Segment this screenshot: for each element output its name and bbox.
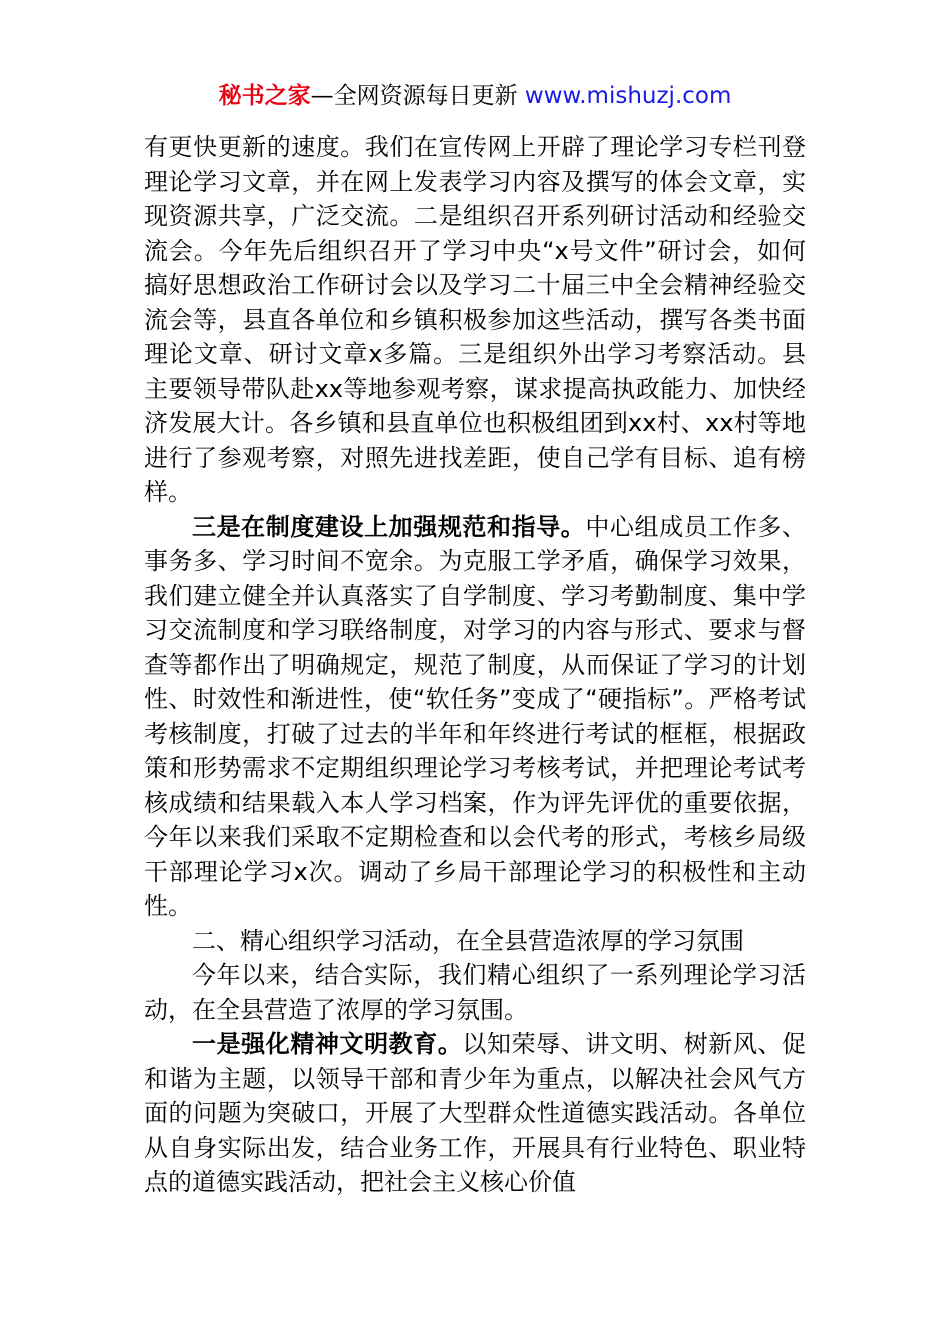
document-body: [144, 130, 806, 1200]
header-tagline: —全网资源每日更新: [310, 83, 525, 109]
paragraph-text: 二、精心组织学习活动，在全县营造浓厚的学习氛围: [192, 926, 744, 955]
paragraph-text: 有更快更新的速度。我们在宣传网上开辟了理论学习专栏刊登理论学习文章，并在网上发表学习内容及撰写的体会文章，实现资源共享，广泛交流。二是组织召开系列研讨活动和经验交流会。今年先后组织召开了学习中央“x号文件”研讨会，如何搞好思想政治工作研讨会以及学习二十届三中全会精神经验交流会等，县直各单位和乡镇积极参加这些活动，撰写各类书面理论文章、研讨文章x多篇。三是组织外出学习考察活动。县主要领导带队赴xx等地参观考察，谋求提高执政能力、加快经济发展大计。各乡镇和县直单位也积极组团到xx村、xx村等地进行了参观考察，对照先进找差距，使自己学有目标、追有榜样。: [144, 133, 806, 506]
site-header: [0, 80, 950, 112]
paragraph-4: [144, 958, 806, 1027]
section-heading: [144, 924, 806, 959]
paragraph-text: 中心组成员工作多、事务多、学习时间不宽余。为克服工学矛盾，确保学习效果，我们建立健全并认真落实了自学制度、学习考勤制度、集中学习交流制度和学习联络制度，对学习的内容与形式、要求与督查等都作出了明确规定，规范了制度，从而保证了学习的计划性、时效性和渐进性，使“软任务”变成了“硬指标”。严格考试考核制度，打破了过去的半年和年终进行考试的框框，根据政策和形势需求不定期组织理论学习考核考试，并把理论考试考核成绩和结果载入本人学习档案，作为评先评优的重要依据，今年以来我们采取不定期检查和以会代考的形式，考核乡局级干部理论学习x次。调动了乡局干部理论学习的积极性和主动性。: [144, 512, 807, 920]
paragraph-lead: 三是在制度建设上加强规范和指导。: [192, 512, 586, 541]
paragraph-lead: 一是强化精神文明教育。: [192, 1030, 463, 1058]
paragraph-text: 今年以来，结合实际，我们精心组织了一系列理论学习活动，在全县营造了浓厚的学习氛围。: [144, 961, 806, 1024]
brand-name: 秘书之家: [218, 83, 311, 109]
site-url[interactable]: www.mishuzj.com: [524, 83, 732, 109]
paragraph-2: [144, 510, 806, 924]
paragraph-5: [144, 1027, 806, 1200]
paragraph-text: 以知荣辱、讲文明、树新风、促和谐为主题，以领导干部和青少年为重点，以解决社会风气方面的问题为突破口，开展了大型群众性道德实践活动。各单位从自身实际出发，结合业务工作，开展具有行业特色、职业特点的道德实践活动，把社会主义核心价值: [144, 1030, 807, 1196]
paragraph-1: [144, 130, 806, 510]
